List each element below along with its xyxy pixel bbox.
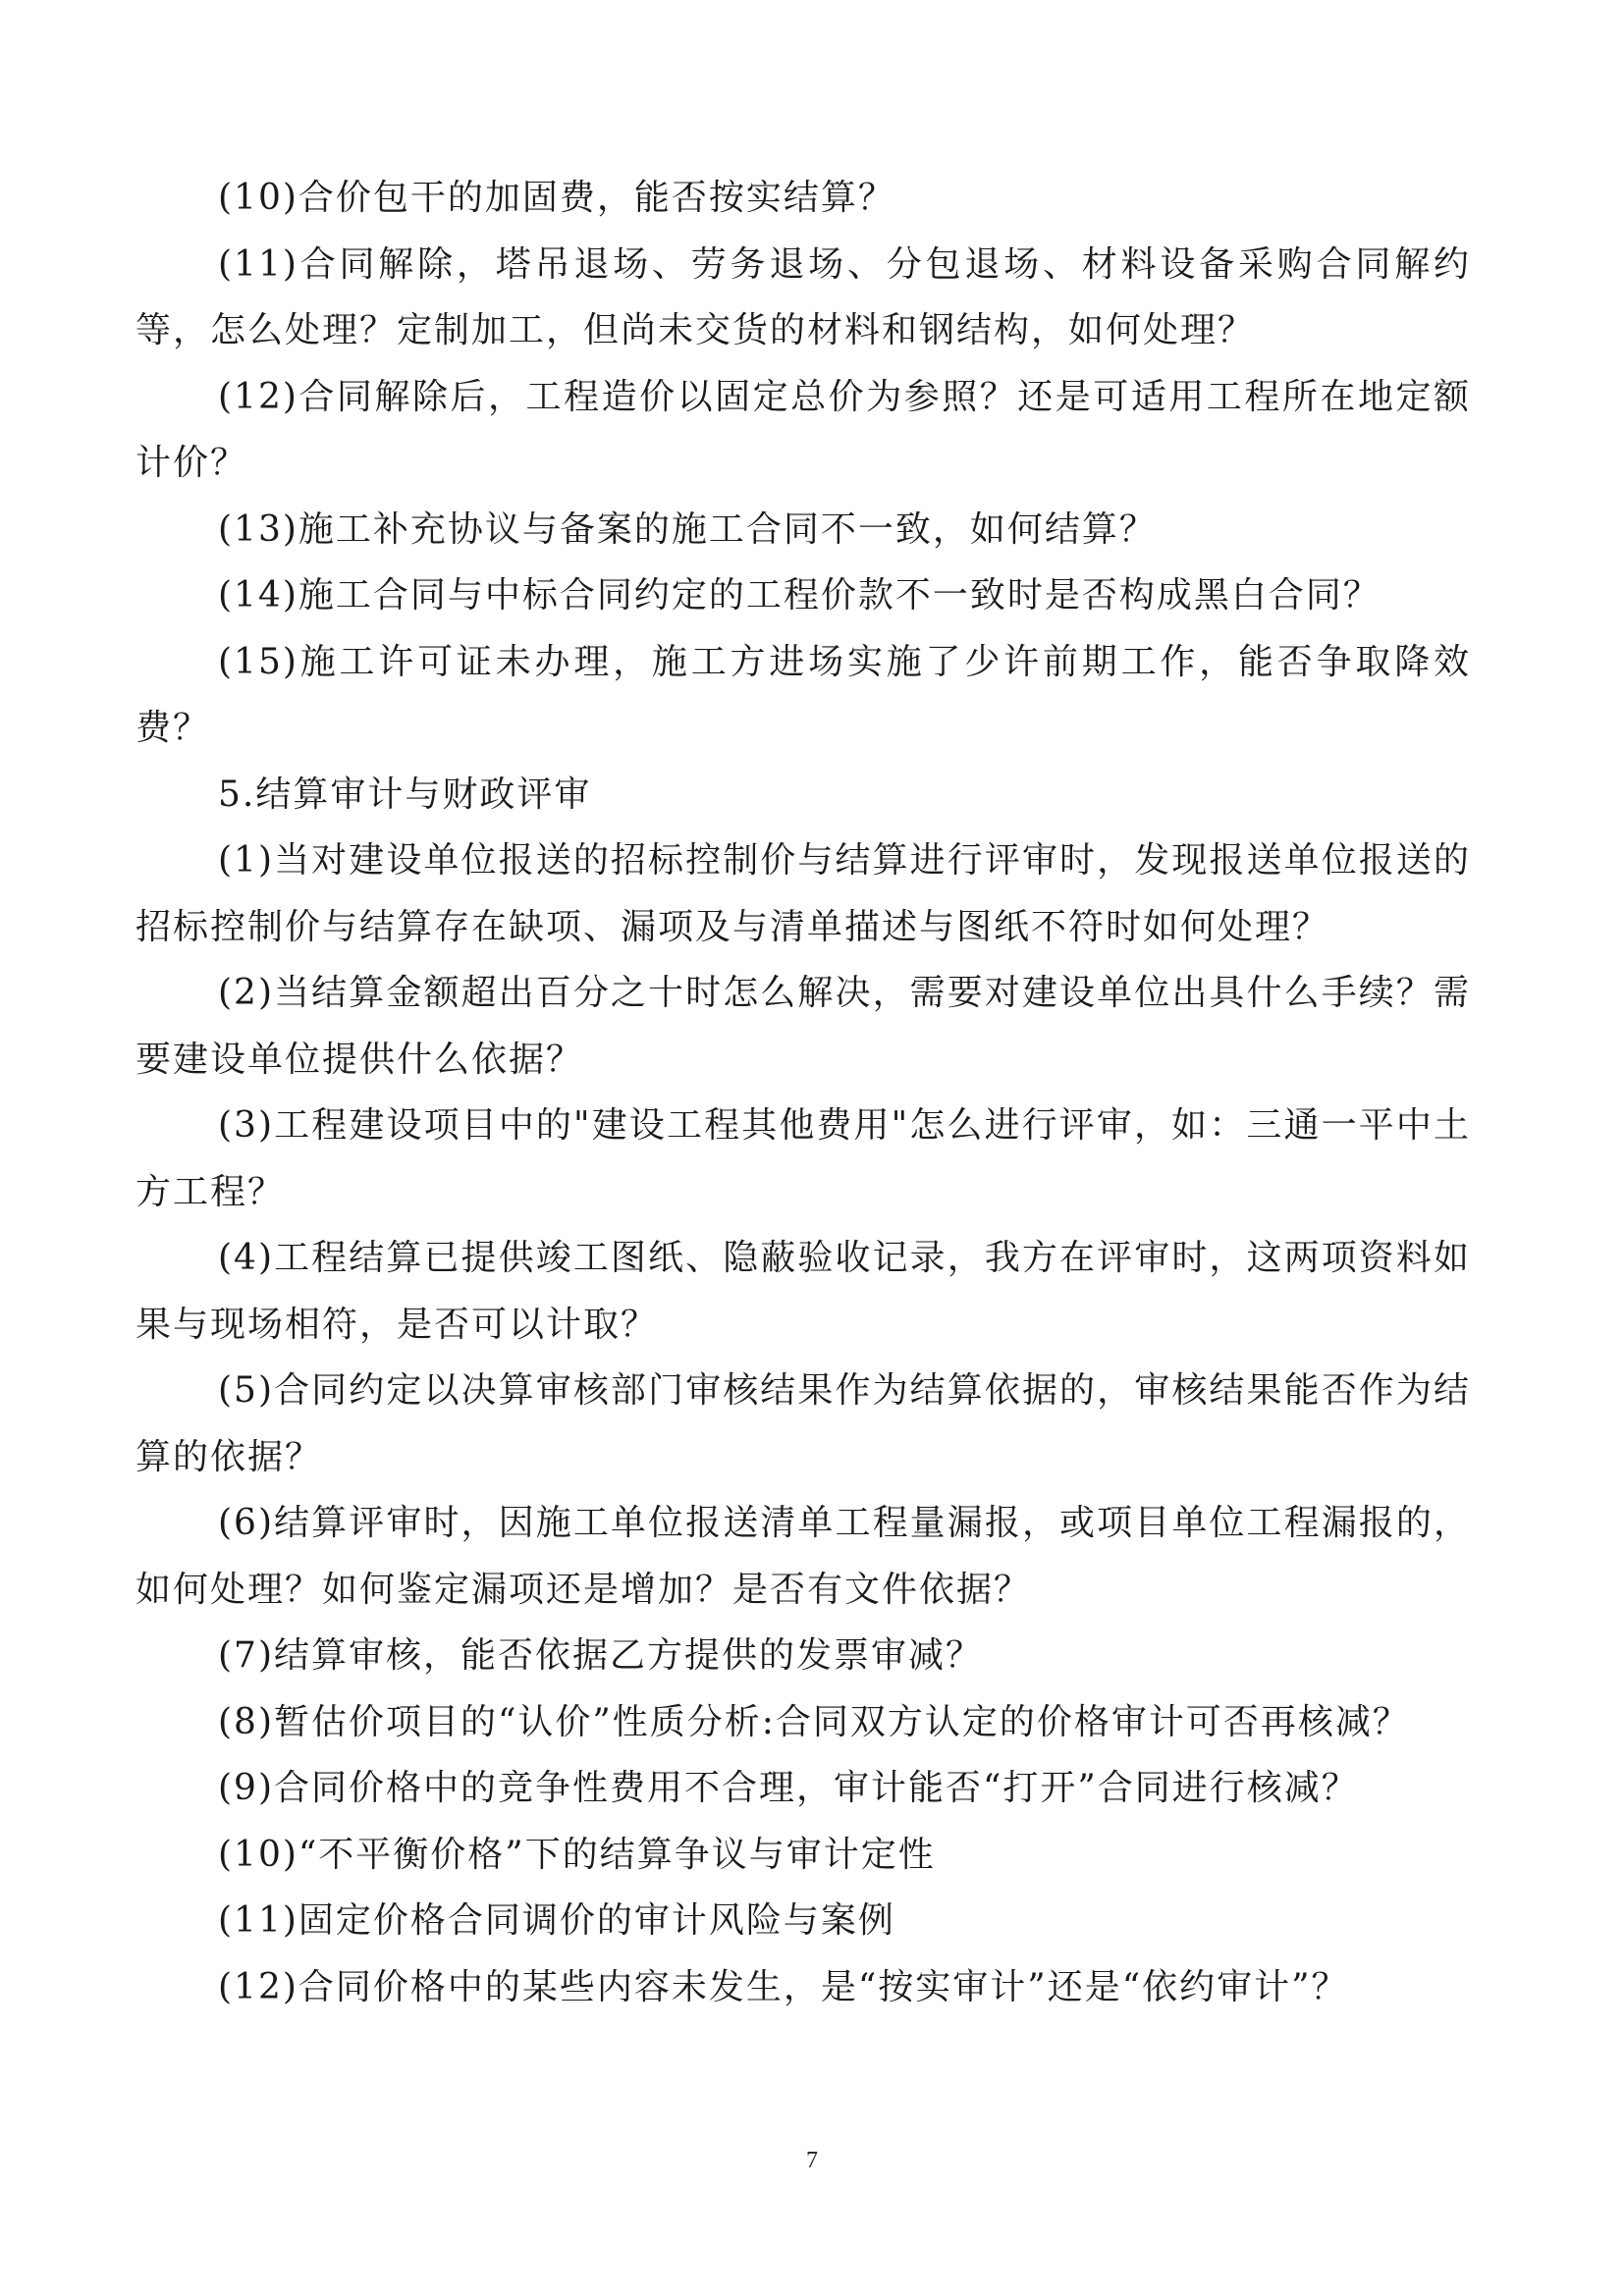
paragraph: (4)工程结算已提供竣工图纸、隐蔽验收记录，我方在评审时，这两项资料如果与现场相符，是否可以计取？ bbox=[135, 1238, 1471, 1345]
paragraph: (10)合价包干的加固费，能否按实结算？ bbox=[218, 178, 895, 218]
paragraph: (11)固定价格合同调价的审计风险与案例 bbox=[218, 1900, 895, 1941]
paragraph: (6)结算评审时，因施工单位报送清单工程量漏报，或项目单位工程漏报的，如何处理？如何鉴定漏项还是增加？是否有文件依据？ bbox=[135, 1503, 1471, 1610]
paragraph: (14)施工合同与中标合同约定的工程价款不一致时是否构成黑白合同？ bbox=[218, 575, 1380, 615]
section-heading: 5.结算审计与财政评审 bbox=[218, 774, 592, 815]
paragraph: (3)工程建设项目中的"建设工程其他费用"怎么进行评审，如：三通一平中土方工程？ bbox=[135, 1105, 1471, 1212]
paragraph: (2)当结算金额超出百分之十时怎么解决，需要对建设单位出具什么手续？需要建设单位提供什么依据？ bbox=[135, 973, 1471, 1080]
paragraph: (12)合同价格中的某些内容未发生，是“按实审计”还是“依约审计”？ bbox=[218, 1966, 1349, 2007]
paragraph: (12)合同解除后，工程造价以固定总价为参照？还是可适用工程所在地定额计价？ bbox=[135, 376, 1471, 483]
paragraph: (9)合同价格中的竞争性费用不合理，审计能否“打开”合同进行核减？ bbox=[218, 1768, 1359, 1808]
paragraph: (15)施工许可证未办理，施工方进场实施了少许前期工作，能否争取降效费？ bbox=[135, 641, 1471, 748]
paragraph: (8)暂估价项目的“认价”性质分析:合同双方认定的价格审计可否再核减？ bbox=[218, 1701, 1410, 1742]
paragraph: (5)合同约定以决算审核部门审核结果作为结算依据的，审核结果能否作为结算的依据？ bbox=[135, 1370, 1471, 1477]
paragraph: (1)当对建设单位报送的招标控制价与结算进行评审时，发现报送单位报送的招标控制价与结算存在缺项、漏项及与清单描述与图纸不符时如何处理？ bbox=[135, 840, 1471, 947]
paragraph: (10)“不平衡价格”下的结算争议与审计定性 bbox=[218, 1834, 936, 1875]
document-body bbox=[135, 165, 1471, 2020]
paragraph: (7)结算审核，能否依据乙方提供的发票审减？ bbox=[218, 1635, 983, 1676]
paragraph: (13)施工补充协议与备案的施工合同不一致，如何结算？ bbox=[218, 508, 1157, 550]
page-number: 7 bbox=[806, 2148, 818, 2173]
paragraph: (11)合同解除，塔吊退场、劳务退场、分包退场、材料设备采购合同解约等，怎么处理？定制加工，但尚未交货的材料和钢结构，如何处理？ bbox=[135, 243, 1471, 350]
